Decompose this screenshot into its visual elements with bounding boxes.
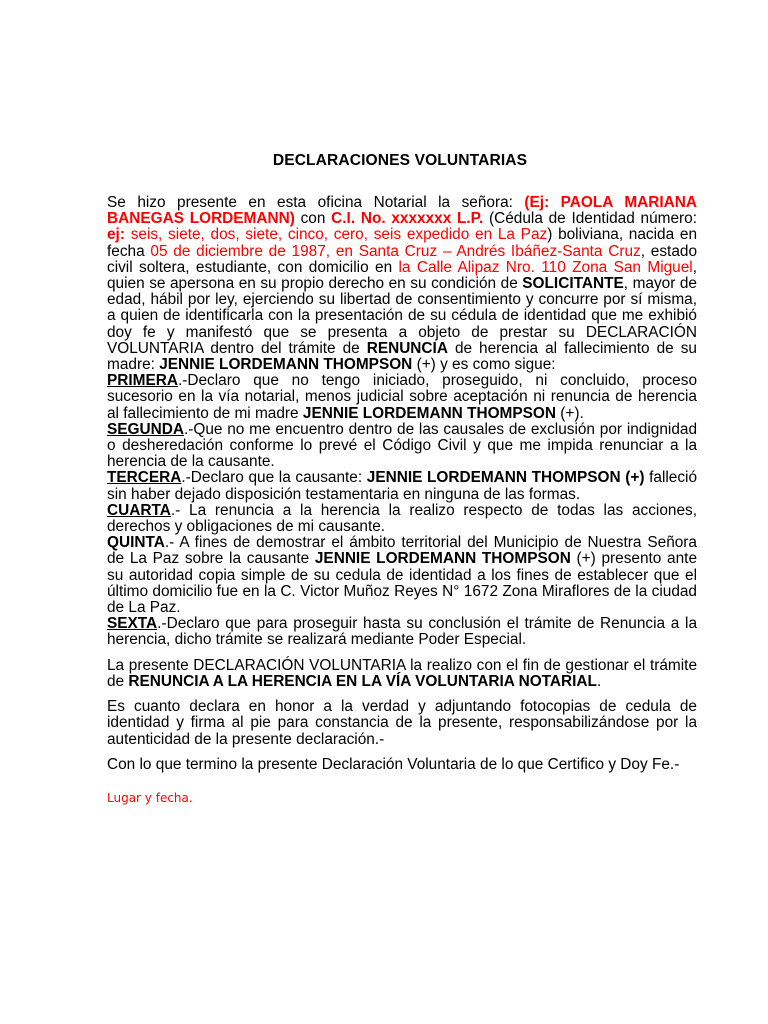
document-body xyxy=(107,195,697,773)
intro-text: de herencia al fallecimiento de su madre: xyxy=(107,339,697,374)
example-label: ej: xyxy=(107,226,125,244)
intro-text: (Cédula de Identidad número: xyxy=(483,210,697,228)
clause-text: (+) presento ante su autoridad copia simple de su cedula de identidad a los fines de establecer que el último domicilio fue en la C. Victor Muñoz Reyes N° 1672 Zona Miraflores de la ciudad de La Paz. xyxy=(107,550,698,617)
applicant-name-placeholder: (Ej: PAOLA MARIANA BANEGAS LORDEMANN) xyxy=(107,194,697,228)
clause-text: falleció sin haber dejado disposición testamentaria en ninguna de las formas. xyxy=(107,469,698,503)
birth-date-placeholder: 05 de diciembre de 1987, en Santa Cruz – Andrés Ibáñez-Santa Cruz xyxy=(150,242,641,260)
clause-text: .-Declaro que para proseguir hasta su conclusión el trámite de Renuncia a la herencia, dicho trámite se realizará mediante Poder Especial. xyxy=(107,615,697,649)
clause-cuarta xyxy=(107,503,697,535)
document-title: DECLARACIONES VOLUNTARIAS xyxy=(272,152,528,169)
address-placeholder: la Calle Alipaz Nro. 110 Zona San Miguel xyxy=(398,258,693,276)
deceased-name: JENNIE LORDEMANN THOMPSON xyxy=(314,550,571,568)
clause-label: TERCERA xyxy=(107,469,182,487)
closing-paragraph: Con lo que termino la presente Declaración Voluntaria de lo que Certifico y Doy Fe.- xyxy=(107,755,680,773)
place-date-placeholder: Lugar y fecha. xyxy=(107,791,193,805)
clause-label: SEGUNDA xyxy=(107,420,184,438)
clause-label: QUINTA xyxy=(107,534,165,552)
paragraph-text: La presente DECLARACIÓN VOLUNTARIA la realizo con el fin de gestionar el trámite de xyxy=(107,656,697,690)
clause-text: .-Declaro que la causante: xyxy=(181,469,367,487)
id-number-placeholder: C.I. No. xxxxxxx L.P. xyxy=(331,210,484,228)
renuncia-procedure: RENUNCIA A LA HERENCIA EN LA VÍA VOLUNTARIA NOTARIAL xyxy=(128,672,597,690)
clause-sexta xyxy=(107,616,697,648)
id-words-placeholder: seis, siete, dos, siete, cinco, cero, seis expedido en La Paz xyxy=(124,226,548,244)
intro-text: ) boliviana, nacida en fecha xyxy=(107,226,698,260)
clause-segunda xyxy=(107,422,697,471)
clause-text: .-Que no me encuentro dentro de las causales de exclusión por indignidad o desheredación conforme lo prevé el Código Civil y que me impida renunciar a la herencia de la causante. xyxy=(107,420,697,471)
intro-text: , quien se apersona en su propio derecho en su condición de xyxy=(107,258,697,293)
intro-text: , mayor de edad, hábil por ley, ejerciendo su libertad de consentimiento y concurre por sí misma, a quien de identificarla con la presentación de su cédula de identidad que me exhibió doy fe y manifestó que se presenta a objeto de prestar su DECLARACIÓN VOLUNTARIA dentro del trámite de xyxy=(107,275,697,357)
clause-label: CUARTA xyxy=(107,501,171,519)
clause-primera xyxy=(107,373,697,422)
paragraph-text: . xyxy=(596,672,602,690)
clause-text: (+). xyxy=(556,404,584,422)
intro-text: (+) y es como sigue: xyxy=(412,356,556,374)
deceased-name: JENNIE LORDEMANN THOMPSON (+) xyxy=(366,469,645,487)
clause-text: .- A fines de demostrar el ámbito territorial del Municipio de Nuestra Señora de La Paz sobre la causante xyxy=(107,534,697,568)
clause-text: .- La renuncia a la herencia la realizo respecto de todas las acciones, derechos y obligaciones de mi causante. xyxy=(107,501,697,536)
clause-tercera xyxy=(107,470,697,502)
presente-paragraph xyxy=(107,658,697,690)
deceased-name: JENNIE LORDEMANN THOMPSON xyxy=(302,404,556,422)
honor-paragraph: Es cuanto declara en honor a la verdad y adjuntando fotocopias de cedula de identidad y firma al pie para constancia de la presente, responsabilizándose por la autenticidad de la presente declaración.- xyxy=(107,698,697,748)
deceased-name: JENNIE LORDEMANN THOMPSON xyxy=(159,356,413,374)
clause-quinta xyxy=(107,535,697,616)
intro-text: Se hizo presente en esta oficina Notarial la señora: xyxy=(107,194,525,211)
intro-text: con xyxy=(294,210,332,228)
renuncia-term: RENUNCIA xyxy=(366,339,448,357)
intro-text: , estado civil soltera, estudiante, con domicilio en xyxy=(107,242,697,276)
clause-label: SEXTA xyxy=(107,615,158,633)
clause-text: .-Declaro que no tengo iniciado, proseguido, ni concluido, proceso sucesorio en la vía notarial, menos judicial sobre aceptación ni renuncia de herencia al fallecimiento de mi madre xyxy=(107,372,697,422)
clause-label: PRIMERA xyxy=(107,372,178,390)
intro-paragraph xyxy=(107,195,697,373)
solicitante-term: SOLICITANTE xyxy=(522,275,624,293)
